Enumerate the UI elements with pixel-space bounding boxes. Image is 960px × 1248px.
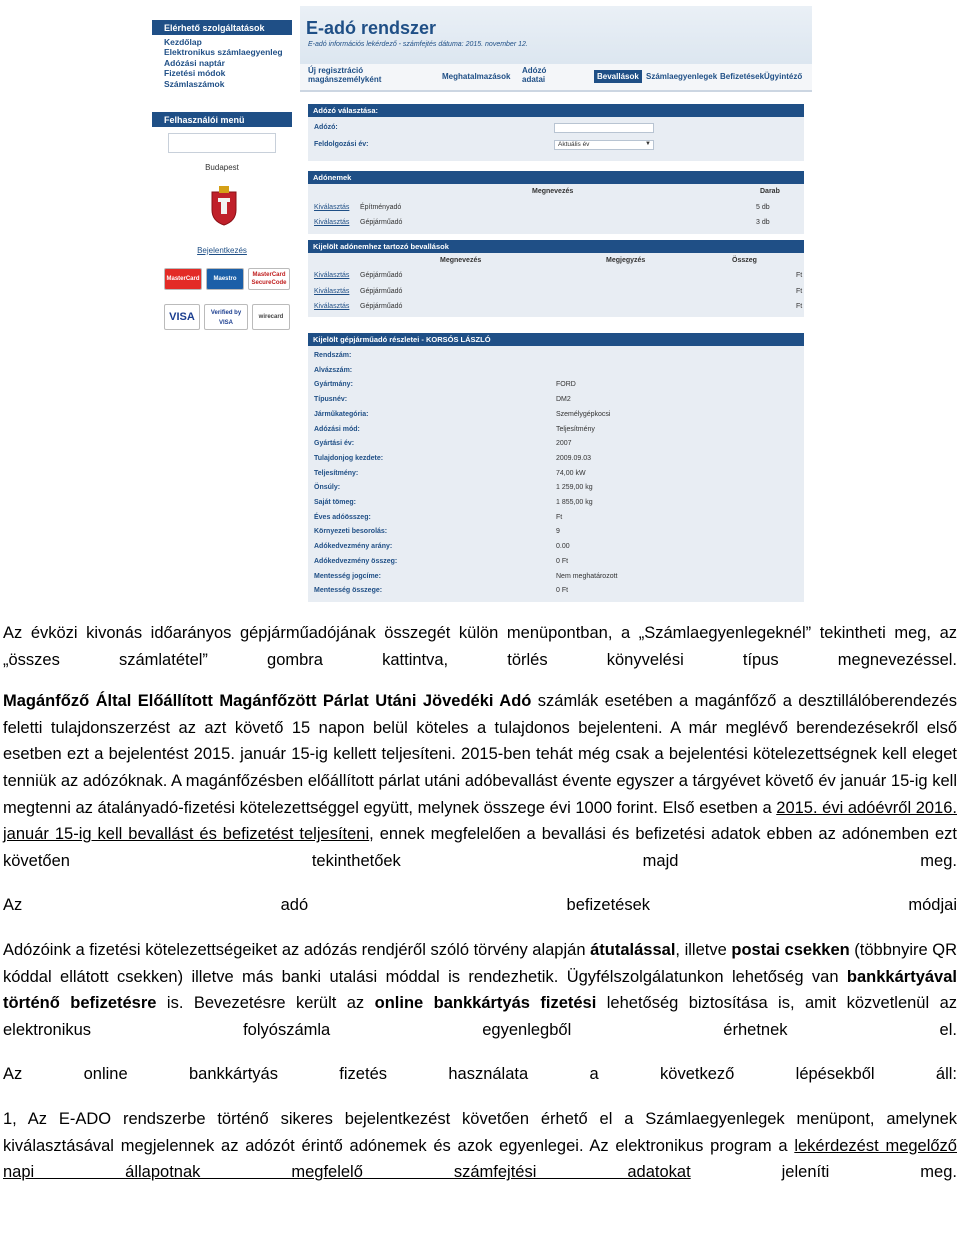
return-unit: Ft: [796, 303, 803, 310]
main-panel: [300, 6, 812, 606]
login-box[interactable]: [168, 133, 276, 153]
detail-label: Típusnév:: [314, 396, 348, 404]
sidebar-link-home[interactable]: Kezdőlap: [164, 37, 202, 47]
pm-text-2: , illetve: [675, 940, 732, 959]
select-link[interactable]: Kiválasztás: [314, 219, 350, 226]
detail-value: Ft: [556, 513, 563, 521]
detail-value: 1 259,00 kg: [556, 484, 593, 492]
step1-text-a: 1, Az E-ADO rendszerbe történő sikeres bejelentkezést követően érhető el a Számlaegyenlegek menüpont, amelynek kiválasztásával megjelennek az adózót érintő adónemek és azok egyenlegei. Az elektronikus program a: [3, 1109, 957, 1155]
detail-label: Adókedvezmény összeg:: [314, 557, 398, 565]
detail-label: Önsúly:: [314, 484, 341, 492]
paragraph-steps-intro: Az online bankkártyás fizetés használata a következő lépésekből áll:: [3, 1065, 957, 1084]
paragraph-distillate-bold: Magánfőző Által Előállított Magánfőzött Párlat Utáni Jövedéki Adó: [3, 692, 532, 711]
year-select-value: Aktuális év: [558, 141, 590, 148]
detail-label: Adózási mód:: [314, 425, 360, 433]
paragraph-payment-modes: [3, 937, 957, 1043]
detail-value: DM2: [556, 396, 571, 404]
tax-types-heading: Adónemek: [308, 171, 804, 184]
nav-returns[interactable]: Bevallások: [594, 70, 642, 83]
tax-type-name: Építményadó: [360, 204, 402, 211]
sidebar-link-balance[interactable]: Elektronikus számlaegyenleg: [164, 47, 283, 58]
nav-balances[interactable]: Számlaegyenlegek: [646, 72, 718, 81]
mastercard-logo: MasterCard: [164, 268, 202, 290]
detail-label: Rendszám:: [314, 352, 352, 359]
place-label: Budapest: [205, 163, 239, 172]
returns-col-amount: Összeg: [732, 257, 757, 264]
detail-label: Mentesség jogcíme:: [314, 572, 381, 580]
nav-authorizations[interactable]: Meghatalmazások: [442, 72, 511, 81]
detail-value: 1 855,00 kg: [556, 499, 593, 506]
visa-logo: VISA: [164, 304, 200, 330]
nav-new-registration[interactable]: Új regisztráció magánszemélyként: [308, 66, 382, 84]
coat-of-arms-icon: [210, 186, 238, 226]
details-heading: Kijelölt gépjárműadó részletei - KORSÓS LÁSZLÓ: [308, 333, 804, 346]
step1-text-b: jeleníti meg.: [690, 1163, 957, 1182]
app-subtitle: E-adó információs lekérdező - számfejtés dátuma: 2015. november 12.: [308, 41, 528, 48]
return-unit: Ft: [796, 288, 803, 295]
select-link[interactable]: Kiválasztás: [314, 303, 350, 310]
paragraph-distillate: [3, 688, 957, 874]
paragraph-distillate-b: , ennek megfelelően a bevallási és befizetési adatok ebben az adónemben ezt követően tekinthetőek majd meg.: [3, 825, 957, 870]
paragraph-distillate-a: számlák esetében a magánfőző a desztillálóberendezés feletti tulajdonszerzést az azt követő 15 napon belül köteles a tulajdonos bejelenteni. A már meglévő berendezésekről első esetben ezt a bejelentést 2015. január 15-ig kellett teljesíteni. 2015-ben tehát még csak a bejelentési kötelezettségnek kell eleget tenniük az adózóknak. A magánfőzésben előállított párlat utáni adóbevallást évente egyszer a tárgyévet követő év január 15-ig kell megtenni az átalányadó-fizetési kötelezettséggel együtt, melynek összege évi 1000 forint. Első esetben a: [3, 692, 957, 817]
user-menu: [152, 112, 292, 127]
banner: [300, 6, 812, 64]
step1-underline: lekérdezést megelőző napi állapotnak megfelelő számfejtési adatokat: [3, 1136, 957, 1182]
pm-bold-postal: postai csekken: [731, 940, 850, 959]
tax-type-count: 5 db: [756, 204, 770, 211]
article: [0, 620, 960, 1186]
services-menu: [152, 20, 292, 89]
services-heading: Elérhető szolgáltatások: [152, 20, 292, 35]
select-link[interactable]: Kiválasztás: [314, 272, 350, 279]
returns-heading: Kijelölt adónemhez tartozó bevallások: [308, 240, 804, 253]
top-nav: [300, 64, 812, 92]
select-link[interactable]: Kiválasztás: [314, 204, 350, 211]
detail-label: Környezeti besorolás:: [314, 528, 388, 536]
tax-types-col-name: Megnevezés: [532, 188, 574, 195]
wirecard-logo: wirecard: [252, 304, 290, 330]
detail-label: Gyártási év:: [314, 440, 355, 448]
tax-types-col-count: Darab: [760, 188, 780, 195]
return-name: Gépjárműadó: [360, 303, 403, 310]
taxpayer-select[interactable]: [554, 123, 654, 133]
pm-bold-card: bankkártyával történő befizetésre: [3, 967, 957, 1013]
paragraph-distillate-underline: 2015. évi adóévről 2016. január 15-ig kell bevallást és befizetést teljesíteni: [3, 798, 957, 844]
login-link[interactable]: Bejelentkezés: [197, 246, 247, 255]
pm-text-4: is. Bevezetésre került az: [156, 994, 375, 1013]
detail-label: Saját tömeg:: [314, 499, 357, 506]
detail-label: Teljesítmény:: [314, 469, 359, 477]
tax-type-count: 3 db: [756, 219, 770, 226]
select-link[interactable]: Kiválasztás: [314, 288, 350, 295]
detail-label: Alvázszám:: [314, 366, 353, 374]
detail-label: Gyártmány:: [314, 381, 353, 389]
detail-value: Személygépkocsi: [556, 410, 611, 418]
return-name: Gépjárműadó: [360, 288, 403, 295]
detail-value: FORD: [556, 381, 576, 389]
returns-col-name: Megnevezés: [440, 257, 482, 264]
paragraph-step-1: [3, 1106, 957, 1186]
return-unit: Ft: [796, 272, 803, 279]
pm-text-1: Adózóink a fizetési kötelezettségeiket az adózás rendjéről szóló törvény alapján: [3, 940, 591, 959]
detail-value: 74,00 kW: [556, 469, 586, 477]
nav-payments[interactable]: Befizetések: [720, 72, 765, 81]
detail-value: 0.00: [556, 543, 570, 551]
verified-by-visa-logo: Verified by VISA: [204, 304, 248, 330]
paragraph-withdrawal: Az évközi kivonás időarányos gépjárműadójának összegét külön menüpontban, a „Számlaegyenlegeknél” tekintheti meg, az „összes számlatétel” gombra kattintva, törlés könyvelési típus megnevezéssel.: [3, 624, 957, 669]
detail-value: 2009.09.03: [556, 454, 592, 462]
sidebar-link-payment-modes[interactable]: Fizetési módok: [164, 68, 226, 79]
detail-value: 2007: [556, 440, 572, 448]
return-name: Gépjárműadó: [360, 272, 403, 279]
detail-label: Éves adóösszeg:: [314, 513, 371, 521]
card-logos-row-1: [164, 268, 290, 292]
detail-value: Nem meghatározott: [556, 572, 618, 580]
pm-text-3: (többnyire QR kóddal ellátott csekken) illetve más banki utalási móddal is rendezhetik. Ügyfélszolgálatunkon lehetőség van: [3, 940, 958, 986]
e-ado-screenshot: [152, 6, 812, 606]
returns-col-note: Megjegyzés: [606, 257, 646, 264]
taxpayer-label: Adózó:: [314, 124, 338, 131]
user-menu-heading: Felhasználói menü: [152, 112, 292, 127]
detail-label: Tulajdonjog kezdete:: [314, 454, 384, 462]
maestro-logo: Maestro: [206, 268, 244, 290]
pm-text-5: lehetőség biztosítása is, amit közvetlenül az elektronikus folyószámla egyenlegből érhetnek el.: [3, 994, 957, 1039]
detail-label: Járműkategória:: [314, 410, 369, 418]
chevron-down-icon: ▼: [645, 141, 651, 147]
nav-taxpayer-data[interactable]: Adózó adatai: [522, 66, 547, 84]
card-logos-row-2: [164, 304, 290, 332]
taxpayer-select-heading: Adózó választása:: [308, 104, 804, 117]
payment-modes-heading: Az adó befizetések módjai: [3, 896, 957, 915]
year-label: Feldolgozási év:: [314, 141, 369, 148]
detail-label: Mentesség összege:: [314, 587, 383, 595]
sidebar-link-calendar[interactable]: Adózási naptár: [164, 57, 225, 68]
detail-value: 0 Ft: [556, 587, 569, 595]
detail-value: 9: [556, 528, 560, 536]
detail-value: 0 Ft: [556, 557, 569, 565]
sidebar: [152, 6, 292, 606]
securecode-logo: MasterCard SecureCode: [248, 268, 290, 290]
nav-clerk[interactable]: Ügyintéző: [764, 72, 803, 81]
pm-bold-transfer: átutalással: [590, 940, 676, 959]
detail-label: Adókedvezmény arány:: [314, 543, 393, 551]
app-title: E-adó rendszer: [306, 18, 437, 38]
tax-type-name: Gépjárműadó: [360, 219, 403, 226]
detail-value: Teljesítmény: [556, 425, 595, 433]
pm-bold-online: online bankkártyás fizetési: [374, 994, 597, 1013]
sidebar-link-accounts[interactable]: Számlaszámok: [164, 78, 225, 89]
